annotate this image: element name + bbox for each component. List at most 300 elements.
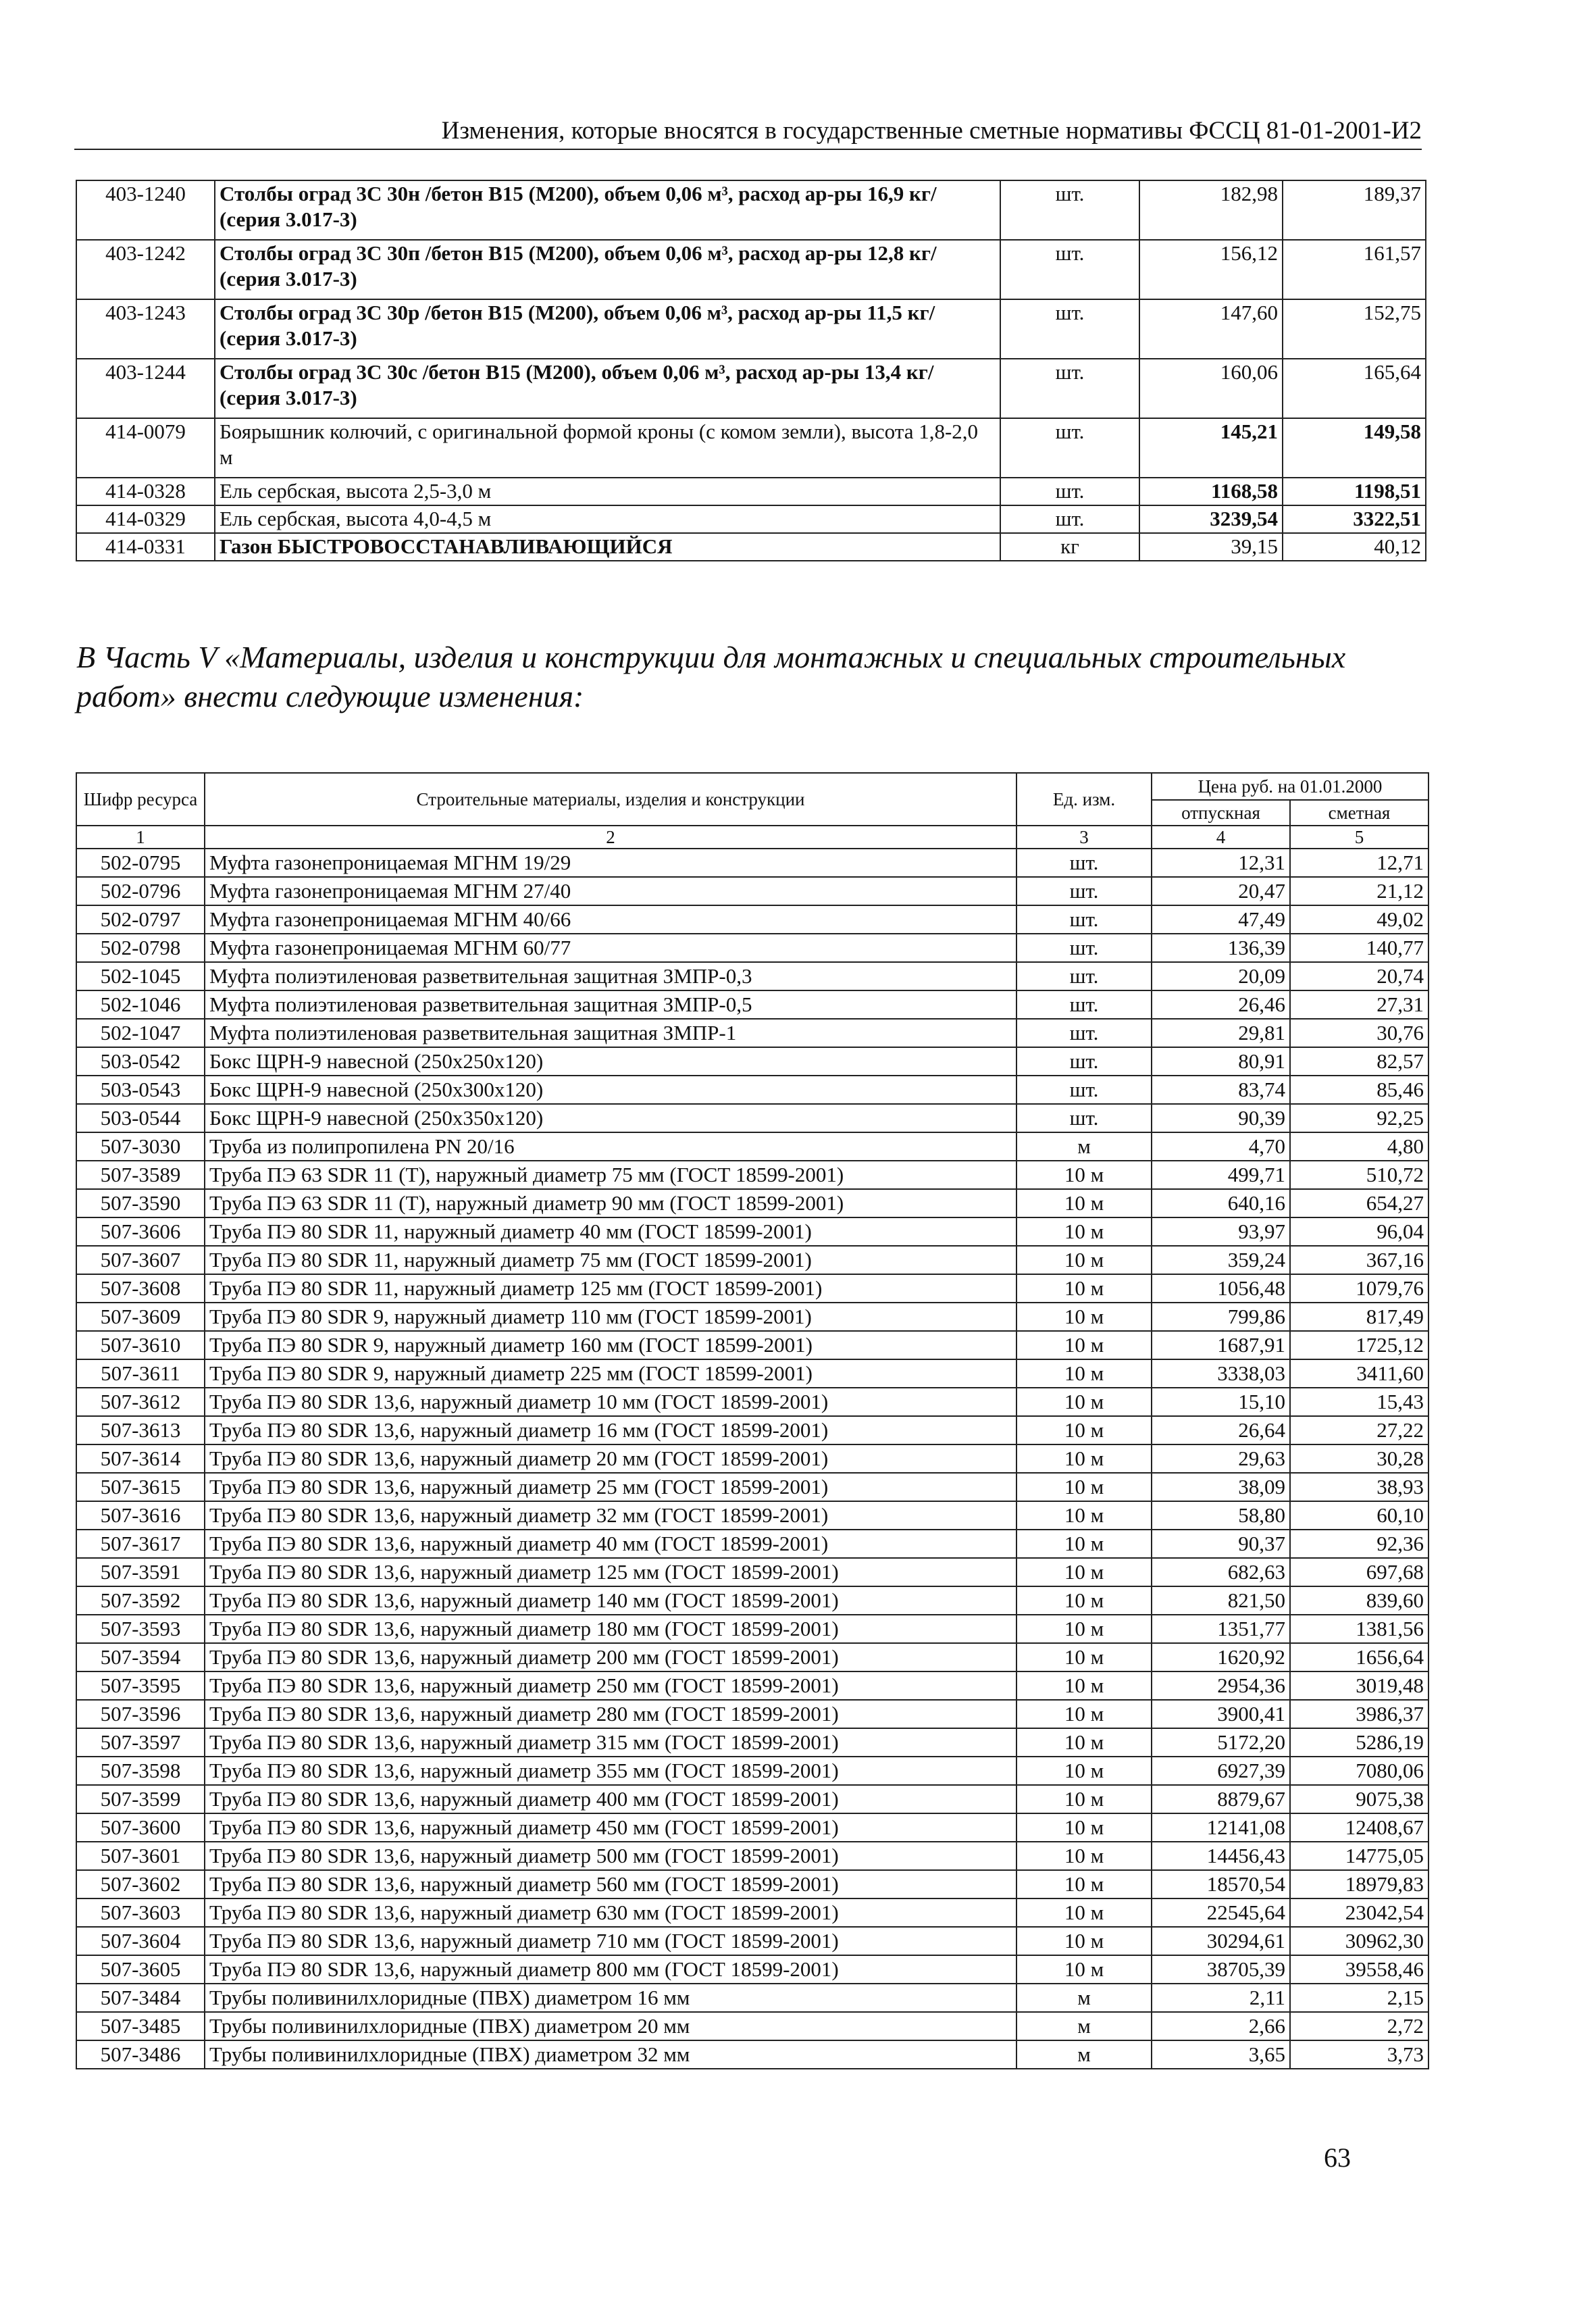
- resource-name: Трубы поливинилхлоридные (ПВХ) диаметром 20 мм: [205, 2012, 1016, 2040]
- unit: 10 м: [1016, 1643, 1152, 1671]
- unit: шт.: [1016, 1104, 1152, 1132]
- resource-code: 507-3608: [76, 1274, 205, 1303]
- resource-code: 414-0328: [76, 478, 215, 505]
- price-estimate: 27,31: [1290, 990, 1428, 1019]
- price-release: 90,37: [1152, 1530, 1290, 1558]
- price-estimate: 152,75: [1283, 299, 1426, 359]
- header-colnum-2: 2: [205, 826, 1016, 849]
- table-row: [76, 1189, 1428, 1217]
- price-release: 1351,77: [1152, 1615, 1290, 1643]
- price-estimate: 12,71: [1290, 849, 1428, 877]
- resource-code: 507-3589: [76, 1161, 205, 1189]
- resource-name: Бокс ЩРН-9 навесной (250x350x120): [205, 1104, 1016, 1132]
- header-name: Строительные материалы, изделия и конструкции: [205, 773, 1016, 826]
- price-estimate: 3019,48: [1290, 1671, 1428, 1700]
- table-row: [76, 2040, 1428, 2069]
- unit: кг: [1000, 533, 1139, 561]
- resource-name: Боярышник колючий, с оригинальной формой кроны (с комом земли), высота 1,8-2,0 м: [215, 418, 1000, 478]
- table-part5: [76, 772, 1429, 2069]
- price-estimate: 14775,05: [1290, 1842, 1428, 1870]
- unit: 10 м: [1016, 1813, 1152, 1842]
- unit: 10 м: [1016, 1558, 1152, 1586]
- price-estimate: 1725,12: [1290, 1331, 1428, 1359]
- table-row: [76, 1104, 1428, 1132]
- page-header: Изменения, которые вносятся в государственные сметные нормативы ФССЦ 81-01-2001-И2: [74, 115, 1422, 150]
- table-row: [76, 1870, 1428, 1898]
- price-release: 147,60: [1139, 299, 1283, 359]
- price-release: 18570,54: [1152, 1870, 1290, 1898]
- price-release: 22545,64: [1152, 1898, 1290, 1927]
- price-release: 14456,43: [1152, 1842, 1290, 1870]
- resource-name: Труба ПЭ 80 SDR 13,6, наружный диаметр 40 мм (ГОСТ 18599-2001): [205, 1530, 1016, 1558]
- unit: шт.: [1000, 478, 1139, 505]
- resource-name: Труба ПЭ 80 SDR 13,6, наружный диаметр 32 мм (ГОСТ 18599-2001): [205, 1501, 1016, 1530]
- price-release: 2,11: [1152, 1984, 1290, 2012]
- unit: 10 м: [1016, 1842, 1152, 1870]
- unit: 10 м: [1016, 1189, 1152, 1217]
- resource-code: 507-3603: [76, 1898, 205, 1927]
- price-estimate: 3411,60: [1290, 1359, 1428, 1388]
- resource-code: 403-1240: [76, 180, 215, 240]
- resource-code: 502-1045: [76, 962, 205, 990]
- price-estimate: 92,25: [1290, 1104, 1428, 1132]
- resource-code: 507-3597: [76, 1728, 205, 1757]
- price-estimate: 30,28: [1290, 1444, 1428, 1473]
- resource-name: Труба ПЭ 80 SDR 13,6, наружный диаметр 500 мм (ГОСТ 18599-2001): [205, 1842, 1016, 1870]
- resource-name: Труба ПЭ 80 SDR 9, наружный диаметр 110 мм (ГОСТ 18599-2001): [205, 1303, 1016, 1331]
- resource-name: Труба ПЭ 80 SDR 13,6, наружный диаметр 400 мм (ГОСТ 18599-2001): [205, 1785, 1016, 1813]
- resource-code: 507-3615: [76, 1473, 205, 1501]
- table-row: [76, 877, 1428, 905]
- unit: 10 м: [1016, 1898, 1152, 1927]
- header-unit: Ед. изм.: [1016, 773, 1152, 826]
- unit: 10 м: [1016, 1444, 1152, 1473]
- price-release: 1056,48: [1152, 1274, 1290, 1303]
- resource-code: 502-0796: [76, 877, 205, 905]
- price-estimate: 1381,56: [1290, 1615, 1428, 1643]
- table-row: [76, 1898, 1428, 1927]
- price-release: 20,47: [1152, 877, 1290, 905]
- price-release: 5172,20: [1152, 1728, 1290, 1757]
- unit: 10 м: [1016, 1586, 1152, 1615]
- unit: шт.: [1016, 849, 1152, 877]
- table-row: [76, 990, 1428, 1019]
- price-estimate: 817,49: [1290, 1303, 1428, 1331]
- price-estimate: 839,60: [1290, 1586, 1428, 1615]
- table-row: [76, 1984, 1428, 2012]
- resource-code: 414-0329: [76, 505, 215, 533]
- resource-code: 507-3595: [76, 1671, 205, 1700]
- price-release: 12,31: [1152, 849, 1290, 877]
- price-estimate: 23042,54: [1290, 1898, 1428, 1927]
- price-estimate: 49,02: [1290, 905, 1428, 934]
- resource-code: 503-0544: [76, 1104, 205, 1132]
- price-estimate: 367,16: [1290, 1246, 1428, 1274]
- header-colnum-3: 3: [1016, 826, 1152, 849]
- resource-name: Труба ПЭ 80 SDR 11, наружный диаметр 75 мм (ГОСТ 18599-2001): [205, 1246, 1016, 1274]
- price-estimate: 1198,51: [1283, 478, 1426, 505]
- price-estimate: 4,80: [1290, 1132, 1428, 1161]
- table-row: [76, 1927, 1428, 1955]
- price-estimate: 1656,64: [1290, 1643, 1428, 1671]
- price-release: 145,21: [1139, 418, 1283, 478]
- table-row: [76, 1217, 1428, 1246]
- resource-name: Труба ПЭ 63 SDR 11 (Т), наружный диаметр 90 мм (ГОСТ 18599-2001): [205, 1189, 1016, 1217]
- resource-code: 507-3599: [76, 1785, 205, 1813]
- table-row: [76, 1955, 1428, 1984]
- resource-name: Труба ПЭ 80 SDR 13,6, наружный диаметр 180 мм (ГОСТ 18599-2001): [205, 1615, 1016, 1643]
- price-release: 29,81: [1152, 1019, 1290, 1047]
- price-estimate: 40,12: [1283, 533, 1426, 561]
- price-estimate: 60,10: [1290, 1501, 1428, 1530]
- resource-code: 502-0795: [76, 849, 205, 877]
- price-release: 26,46: [1152, 990, 1290, 1019]
- resource-name: Газон БЫСТРОВОССТАНАВЛИВАЮЩИЙСЯ: [215, 533, 1000, 561]
- header-price-estimate: сметная: [1290, 800, 1428, 826]
- price-release: 58,80: [1152, 1501, 1290, 1530]
- price-estimate: 2,15: [1290, 1984, 1428, 2012]
- resource-name: Труба ПЭ 80 SDR 13,6, наружный диаметр 140 мм (ГОСТ 18599-2001): [205, 1586, 1016, 1615]
- price-release: 182,98: [1139, 180, 1283, 240]
- table-row: [76, 2012, 1428, 2040]
- table-row: [76, 1615, 1428, 1643]
- resource-code: 507-3611: [76, 1359, 205, 1388]
- price-estimate: 1079,76: [1290, 1274, 1428, 1303]
- unit: шт.: [1016, 962, 1152, 990]
- header-colnum-5: 5: [1290, 826, 1428, 849]
- section-intro: В Часть V «Материалы, изделия и конструкции для монтажных и специальных строительных работ» внести следующие изменения:: [76, 640, 1346, 713]
- unit: 10 м: [1016, 1473, 1152, 1501]
- resource-name: Труба ПЭ 80 SDR 13,6, наружный диаметр 20 мм (ГОСТ 18599-2001): [205, 1444, 1016, 1473]
- price-release: 47,49: [1152, 905, 1290, 934]
- resource-code: 507-3594: [76, 1643, 205, 1671]
- resource-name: Столбы оград 3С 30с /бетон B15 (M200), объем 0,06 м³, расход ар-ры 13,4 кг/ (серия 3.017-3): [215, 359, 1000, 418]
- unit: 10 м: [1016, 1274, 1152, 1303]
- resource-name: Трубы поливинилхлоридные (ПВХ) диаметром 16 мм: [205, 1984, 1016, 2012]
- table-row: [76, 1359, 1428, 1388]
- price-release: 799,86: [1152, 1303, 1290, 1331]
- price-release: 156,12: [1139, 240, 1283, 299]
- resource-code: 403-1243: [76, 299, 215, 359]
- resource-code: 507-3609: [76, 1303, 205, 1331]
- unit: м: [1016, 2040, 1152, 2069]
- price-release: 8879,67: [1152, 1785, 1290, 1813]
- unit: 10 м: [1016, 1728, 1152, 1757]
- unit: шт.: [1016, 1076, 1152, 1104]
- table-row: [76, 1558, 1428, 1586]
- price-release: 38,09: [1152, 1473, 1290, 1501]
- resource-name: Труба ПЭ 80 SDR 13,6, наружный диаметр 125 мм (ГОСТ 18599-2001): [205, 1558, 1016, 1586]
- price-estimate: 189,37: [1283, 180, 1426, 240]
- unit: шт.: [1000, 418, 1139, 478]
- price-release: 83,74: [1152, 1076, 1290, 1104]
- table-row: [76, 1331, 1428, 1359]
- price-estimate: 5286,19: [1290, 1728, 1428, 1757]
- price-release: 3,65: [1152, 2040, 1290, 2069]
- resource-code: 507-3617: [76, 1530, 205, 1558]
- unit: м: [1016, 2012, 1152, 2040]
- price-release: 20,09: [1152, 962, 1290, 990]
- table-row: [76, 359, 1426, 418]
- resource-name: Труба ПЭ 80 SDR 13,6, наружный диаметр 10 мм (ГОСТ 18599-2001): [205, 1388, 1016, 1416]
- resource-name: Трубы поливинилхлоридные (ПВХ) диаметром 32 мм: [205, 2040, 1016, 2069]
- resource-name: Труба ПЭ 80 SDR 13,6, наружный диаметр 355 мм (ГОСТ 18599-2001): [205, 1757, 1016, 1785]
- unit: 10 м: [1016, 1700, 1152, 1728]
- resource-code: 502-0798: [76, 934, 205, 962]
- unit: 10 м: [1016, 1785, 1152, 1813]
- unit: шт.: [1016, 877, 1152, 905]
- price-release: 39,15: [1139, 533, 1283, 561]
- price-estimate: 697,68: [1290, 1558, 1428, 1586]
- price-release: 2954,36: [1152, 1671, 1290, 1700]
- resource-name: Муфта газонепроницаемая МГНМ 27/40: [205, 877, 1016, 905]
- price-release: 640,16: [1152, 1189, 1290, 1217]
- resource-code: 507-3614: [76, 1444, 205, 1473]
- price-release: 12141,08: [1152, 1813, 1290, 1842]
- table-row: [76, 1444, 1428, 1473]
- unit: шт.: [1016, 1047, 1152, 1076]
- table-row: [76, 1728, 1428, 1757]
- unit: шт.: [1000, 240, 1139, 299]
- resource-name: Труба ПЭ 80 SDR 11, наружный диаметр 125 мм (ГОСТ 18599-2001): [205, 1274, 1016, 1303]
- unit: 10 м: [1016, 1388, 1152, 1416]
- price-estimate: 39558,46: [1290, 1955, 1428, 1984]
- unit: 10 м: [1016, 1927, 1152, 1955]
- unit: м: [1016, 1984, 1152, 2012]
- price-release: 6927,39: [1152, 1757, 1290, 1785]
- table-row: [76, 962, 1428, 990]
- resource-name: Бокс ЩРН-9 навесной (250x300x120): [205, 1076, 1016, 1104]
- unit: 10 м: [1016, 1217, 1152, 1246]
- price-release: 26,64: [1152, 1416, 1290, 1444]
- header-code: Шифр ресурса: [76, 773, 205, 826]
- unit: шт.: [1000, 505, 1139, 533]
- price-release: 90,39: [1152, 1104, 1290, 1132]
- resource-code: 507-3592: [76, 1586, 205, 1615]
- unit: шт.: [1016, 934, 1152, 962]
- resource-name: Бокс ЩРН-9 навесной (250x250x120): [205, 1047, 1016, 1076]
- price-release: 3338,03: [1152, 1359, 1290, 1388]
- resource-name: Труба ПЭ 80 SDR 9, наружный диаметр 160 мм (ГОСТ 18599-2001): [205, 1331, 1016, 1359]
- price-release: 499,71: [1152, 1161, 1290, 1189]
- unit: 10 м: [1016, 1870, 1152, 1898]
- price-estimate: 12408,67: [1290, 1813, 1428, 1842]
- price-release: 29,63: [1152, 1444, 1290, 1473]
- resource-code: 403-1242: [76, 240, 215, 299]
- price-estimate: 161,57: [1283, 240, 1426, 299]
- price-estimate: 20,74: [1290, 962, 1428, 990]
- resource-code: 502-0797: [76, 905, 205, 934]
- table-row: [76, 1757, 1428, 1785]
- unit: шт.: [1000, 359, 1139, 418]
- table-row: [76, 1586, 1428, 1615]
- resource-code: 507-3484: [76, 1984, 205, 2012]
- price-estimate: 149,58: [1283, 418, 1426, 478]
- price-release: 160,06: [1139, 359, 1283, 418]
- table-row: [76, 1019, 1428, 1047]
- table-row: [76, 849, 1428, 877]
- resource-code: 503-0542: [76, 1047, 205, 1076]
- resource-name: Труба ПЭ 80 SDR 13,6, наружный диаметр 25 мм (ГОСТ 18599-2001): [205, 1473, 1016, 1501]
- resource-name: Столбы оград 3С 30р /бетон B15 (M200), объем 0,06 м³, расход ар-ры 11,5 кг/ (серия 3.017-3): [215, 299, 1000, 359]
- resource-code: 507-3610: [76, 1331, 205, 1359]
- price-release: 682,63: [1152, 1558, 1290, 1586]
- price-estimate: 140,77: [1290, 934, 1428, 962]
- price-release: 38705,39: [1152, 1955, 1290, 1984]
- resource-name: Столбы оград 3С 30п /бетон B15 (M200), объем 0,06 м³, расход ар-ры 12,8 кг/ (серия 3.017-3): [215, 240, 1000, 299]
- price-release: 2,66: [1152, 2012, 1290, 2040]
- resource-name: Труба ПЭ 80 SDR 13,6, наружный диаметр 250 мм (ГОСТ 18599-2001): [205, 1671, 1016, 1700]
- unit: 10 м: [1016, 1501, 1152, 1530]
- resource-name: Труба ПЭ 80 SDR 13,6, наружный диаметр 800 мм (ГОСТ 18599-2001): [205, 1955, 1016, 1984]
- resource-code: 507-3596: [76, 1700, 205, 1728]
- table-row: [76, 1047, 1428, 1076]
- resource-name: Труба ПЭ 80 SDR 13,6, наружный диаметр 630 мм (ГОСТ 18599-2001): [205, 1898, 1016, 1927]
- resource-code: 507-3601: [76, 1842, 205, 1870]
- unit: 10 м: [1016, 1757, 1152, 1785]
- unit: м: [1016, 1132, 1152, 1161]
- table-part4-tail: [76, 180, 1426, 561]
- table-row: [76, 1274, 1428, 1303]
- price-estimate: 15,43: [1290, 1388, 1428, 1416]
- table-row: [76, 418, 1426, 478]
- price-estimate: 3322,51: [1283, 505, 1426, 533]
- resource-code: 507-3613: [76, 1416, 205, 1444]
- table-row: [76, 299, 1426, 359]
- resource-code: 503-0543: [76, 1076, 205, 1104]
- page-number: 63: [1324, 2142, 1351, 2173]
- resource-name: Труба ПЭ 80 SDR 13,6, наружный диаметр 200 мм (ГОСТ 18599-2001): [205, 1643, 1016, 1671]
- resource-name: Труба ПЭ 80 SDR 13,6, наружный диаметр 560 мм (ГОСТ 18599-2001): [205, 1870, 1016, 1898]
- resource-name: Труба из полипропилена PN 20/16: [205, 1132, 1016, 1161]
- table-row: [76, 1132, 1428, 1161]
- table-row: [76, 1076, 1428, 1104]
- price-estimate: 38,93: [1290, 1473, 1428, 1501]
- price-release: 4,70: [1152, 1132, 1290, 1161]
- price-estimate: 3,73: [1290, 2040, 1428, 2069]
- resource-code: 507-3605: [76, 1955, 205, 1984]
- price-estimate: 7080,06: [1290, 1757, 1428, 1785]
- resource-code: 507-3602: [76, 1870, 205, 1898]
- header-colnum-1: 1: [76, 826, 205, 849]
- resource-name: Труба ПЭ 80 SDR 13,6, наружный диаметр 280 мм (ГОСТ 18599-2001): [205, 1700, 1016, 1728]
- table-row: [76, 1501, 1428, 1530]
- resource-name: Муфта полиэтиленовая разветвительная защитная ЗМПР-1: [205, 1019, 1016, 1047]
- resource-code: 507-3485: [76, 2012, 205, 2040]
- resource-code: 403-1244: [76, 359, 215, 418]
- price-release: 3239,54: [1139, 505, 1283, 533]
- unit: шт.: [1000, 299, 1139, 359]
- resource-name: Труба ПЭ 63 SDR 11 (Т), наружный диаметр 75 мм (ГОСТ 18599-2001): [205, 1161, 1016, 1189]
- unit: 10 м: [1016, 1530, 1152, 1558]
- resource-name: Труба ПЭ 80 SDR 11, наружный диаметр 40 мм (ГОСТ 18599-2001): [205, 1217, 1016, 1246]
- unit: 10 м: [1016, 1615, 1152, 1643]
- unit: 10 м: [1016, 1303, 1152, 1331]
- resource-code: 507-3600: [76, 1813, 205, 1842]
- table-row: [76, 1388, 1428, 1416]
- table-row: [76, 1813, 1428, 1842]
- header-price-release: отпускная: [1152, 800, 1290, 826]
- table-row: [76, 533, 1426, 561]
- table-row: [76, 240, 1426, 299]
- resource-code: 507-3607: [76, 1246, 205, 1274]
- resource-code: 507-3616: [76, 1501, 205, 1530]
- resource-code: 507-3593: [76, 1615, 205, 1643]
- price-estimate: 21,12: [1290, 877, 1428, 905]
- table-row: [76, 1700, 1428, 1728]
- price-release: 821,50: [1152, 1586, 1290, 1615]
- price-estimate: 18979,83: [1290, 1870, 1428, 1898]
- price-estimate: 9075,38: [1290, 1785, 1428, 1813]
- price-estimate: 30962,30: [1290, 1927, 1428, 1955]
- table-row: [76, 1473, 1428, 1501]
- price-release: 1687,91: [1152, 1331, 1290, 1359]
- price-estimate: 165,64: [1283, 359, 1426, 418]
- table-row: [76, 1671, 1428, 1700]
- table-row: [76, 505, 1426, 533]
- price-release: 1168,58: [1139, 478, 1283, 505]
- unit: 10 м: [1016, 1331, 1152, 1359]
- price-release: 80,91: [1152, 1047, 1290, 1076]
- price-estimate: 30,76: [1290, 1019, 1428, 1047]
- price-estimate: 92,36: [1290, 1530, 1428, 1558]
- header-colnum-4: 4: [1152, 826, 1290, 849]
- resource-name: Муфта газонепроницаемая МГНМ 19/29: [205, 849, 1016, 877]
- price-release: 93,97: [1152, 1217, 1290, 1246]
- price-estimate: 654,27: [1290, 1189, 1428, 1217]
- unit: 10 м: [1016, 1671, 1152, 1700]
- resource-code: 507-3598: [76, 1757, 205, 1785]
- resource-name: Ель сербская, высота 2,5-3,0 м: [215, 478, 1000, 505]
- unit: шт.: [1016, 1019, 1152, 1047]
- resource-code: 507-3604: [76, 1927, 205, 1955]
- unit: 10 м: [1016, 1246, 1152, 1274]
- price-release: 1620,92: [1152, 1643, 1290, 1671]
- table-row: [76, 1842, 1428, 1870]
- unit: 10 м: [1016, 1359, 1152, 1388]
- price-estimate: 96,04: [1290, 1217, 1428, 1246]
- unit: шт.: [1016, 990, 1152, 1019]
- table-row: [76, 934, 1428, 962]
- resource-code: 502-1046: [76, 990, 205, 1019]
- resource-code: 502-1047: [76, 1019, 205, 1047]
- price-release: 3900,41: [1152, 1700, 1290, 1728]
- price-release: 15,10: [1152, 1388, 1290, 1416]
- price-estimate: 510,72: [1290, 1161, 1428, 1189]
- resource-code: 507-3612: [76, 1388, 205, 1416]
- price-estimate: 27,22: [1290, 1416, 1428, 1444]
- table-row: [76, 1643, 1428, 1671]
- table-row: [76, 1785, 1428, 1813]
- price-release: 30294,61: [1152, 1927, 1290, 1955]
- unit: шт.: [1000, 180, 1139, 240]
- unit: 10 м: [1016, 1416, 1152, 1444]
- resource-name: Муфта газонепроницаемая МГНМ 60/77: [205, 934, 1016, 962]
- resource-name: Муфта полиэтиленовая разветвительная защитная ЗМПР-0,3: [205, 962, 1016, 990]
- table-row: [76, 1161, 1428, 1189]
- unit: 10 м: [1016, 1955, 1152, 1984]
- resource-code: 507-3591: [76, 1558, 205, 1586]
- resource-code: 507-3590: [76, 1189, 205, 1217]
- table-row: [76, 1530, 1428, 1558]
- unit: 10 м: [1016, 1161, 1152, 1189]
- table-row: [76, 1246, 1428, 1274]
- table-row: [76, 905, 1428, 934]
- resource-name: Муфта полиэтиленовая разветвительная защитная ЗМПР-0,5: [205, 990, 1016, 1019]
- resource-name: Труба ПЭ 80 SDR 13,6, наружный диаметр 450 мм (ГОСТ 18599-2001): [205, 1813, 1016, 1842]
- price-estimate: 85,46: [1290, 1076, 1428, 1104]
- header-price: Цена руб. на 01.01.2000: [1152, 773, 1428, 800]
